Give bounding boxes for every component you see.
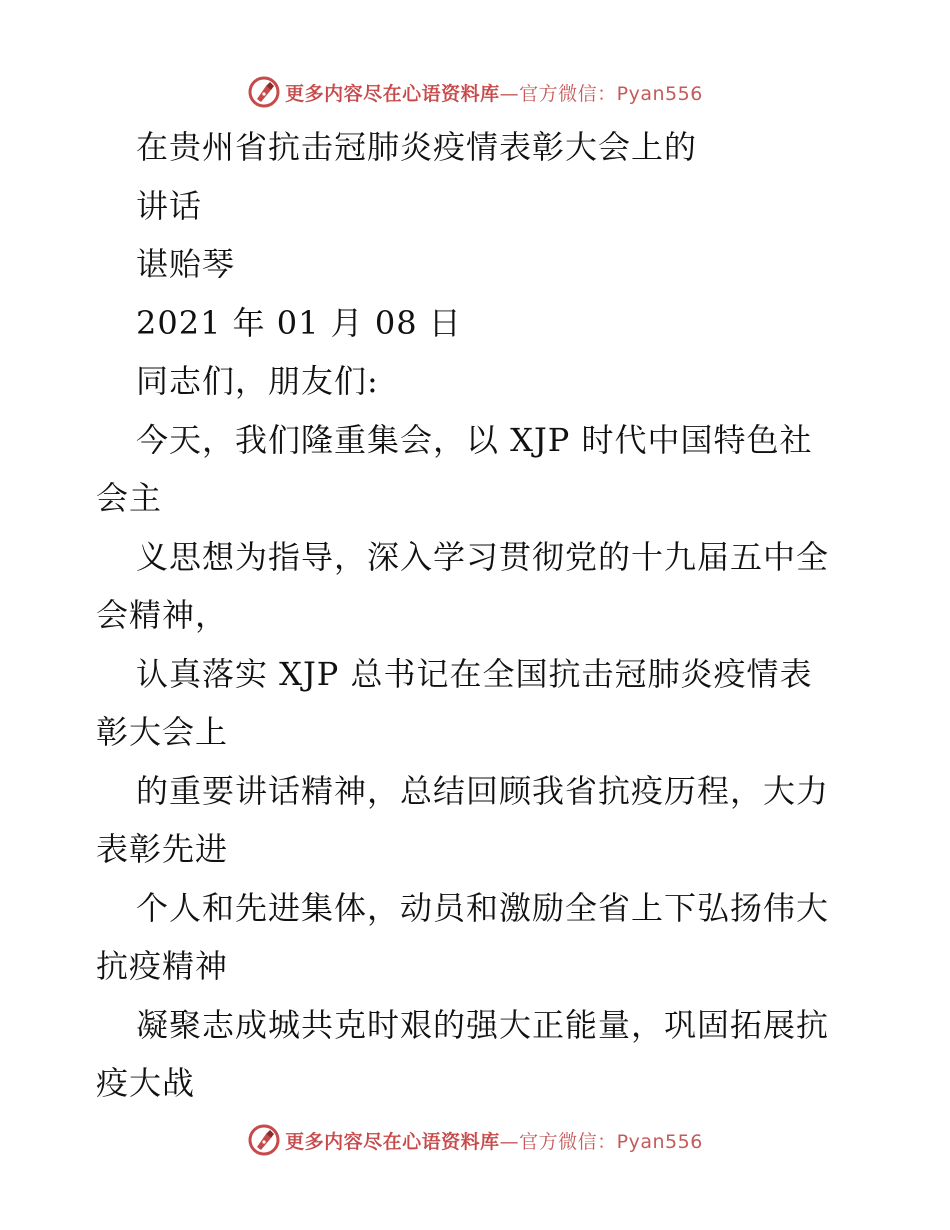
paragraph-line: 会精神，: [96, 596, 229, 634]
watermark-contact: 官方微信：Pyan556: [519, 82, 703, 105]
watermark-brand: 更多内容尽在心语资料库: [285, 82, 500, 105]
salutation-line: 同志们，朋友们:: [136, 362, 379, 400]
paragraph-line: 今天，我们隆重集会，以 XJP 时代中国特色社: [136, 420, 813, 459]
watermark-separator: —: [499, 82, 520, 105]
watermark-text: [285, 79, 703, 106]
paragraph-line: 认真落实 XJP 总书记在全国抗击冠肺炎疫情表: [136, 654, 813, 693]
paragraph-line: 表彰先进: [96, 830, 229, 868]
title-line-2: 讲话: [136, 186, 203, 225]
paragraph-line: 的重要讲话精神，总结回顾我省抗疫历程，大力: [136, 771, 830, 810]
paragraph-line: 义思想为指导，深入学习贯彻党的十九届五中全: [136, 537, 830, 576]
paragraph-line: 会主: [96, 479, 163, 517]
paragraph-line: 疫大战: [96, 1064, 196, 1102]
watermark-text: [285, 1127, 703, 1154]
header-watermark: [0, 70, 950, 114]
watermark-separator: —: [499, 1130, 520, 1153]
paragraph-line: 个人和先进集体，动员和激励全省上下弘扬伟大: [136, 888, 830, 927]
document-body: [96, 118, 856, 1113]
pen-nib-logo-icon: [247, 1123, 281, 1157]
watermark-contact: 官方微信：Pyan556: [519, 1130, 703, 1153]
paragraph-line: 凝聚志成城共克时艰的强大正能量，巩固拓展抗: [136, 1005, 830, 1044]
footer-watermark: [0, 1118, 950, 1162]
paragraph-line: 抗疫精神: [96, 947, 229, 985]
pen-nib-logo-icon: [247, 75, 281, 109]
watermark-brand: 更多内容尽在心语资料库: [285, 1130, 500, 1153]
date-line: 2021 年 01 月 08 日: [136, 303, 462, 342]
title-line-1: 在贵州省抗击冠肺炎疫情表彰大会上的: [136, 128, 698, 166]
author-line: 谌贻琴: [136, 245, 236, 283]
paragraph-line: 彰大会上: [96, 713, 229, 751]
